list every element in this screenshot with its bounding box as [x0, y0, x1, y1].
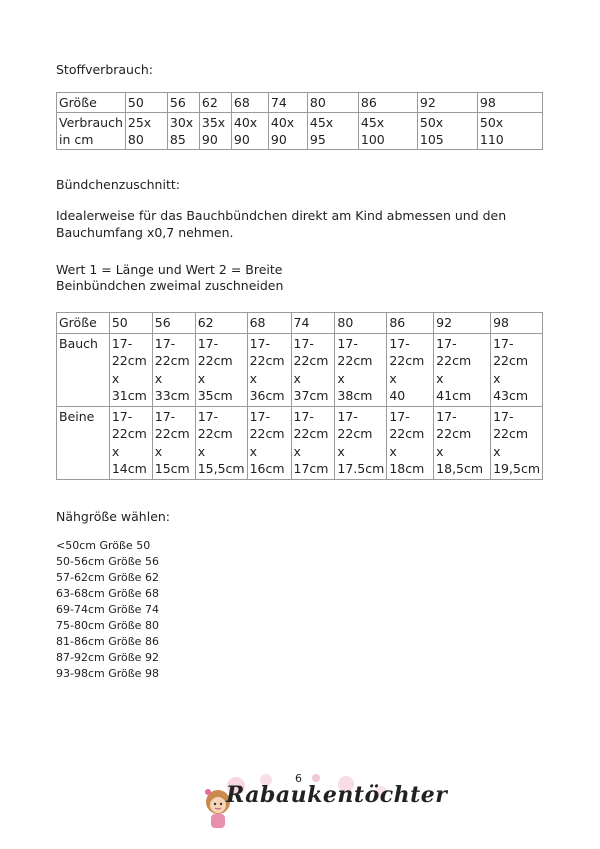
table-cell: 80 [335, 313, 387, 334]
table-cell: 45x 95 [307, 113, 358, 150]
brand-logo [196, 768, 448, 838]
table-cell: 86 [358, 93, 417, 113]
list-item: <50cm Größe 50 [56, 539, 151, 552]
table-cell: 56 [152, 313, 195, 334]
table-cell: 80 [307, 93, 358, 113]
list-item: 93-98cm Größe 98 [56, 667, 159, 680]
table-cell: Größe [57, 313, 110, 334]
table-cell: 17- 22cm x 40 [387, 333, 434, 406]
table-cell: 68 [247, 313, 291, 334]
paragraph-line: Beinbündchen zweimal zuschneiden [56, 278, 284, 293]
table-cell: 92 [417, 93, 477, 113]
stoffverbrauch-heading: Stoffverbrauch: [56, 62, 153, 77]
list-item: 75-80cm Größe 80 [56, 619, 159, 632]
table-cell: Verbrauch in cm [57, 113, 126, 150]
table-row [57, 333, 543, 406]
table-row [57, 93, 543, 113]
naehgroesse-heading: Nähgröße wählen: [56, 509, 171, 524]
table-cell: Bauch [57, 333, 110, 406]
paragraph-line: Bauchumfang x0,7 nehmen. [56, 225, 234, 240]
table-cell: 17- 22cm x 17.5cm [335, 406, 387, 479]
table-cell: 74 [268, 93, 307, 113]
table-cell: 86 [387, 313, 434, 334]
table-cell: 92 [434, 313, 491, 334]
table-cell: 17-22cm x 43cm [491, 333, 543, 406]
table-cell: 50 [109, 313, 152, 334]
table-cell: Beine [57, 406, 110, 479]
table-cell: 17- 22cm x 37cm [291, 333, 335, 406]
table-cell: 25x 80 [125, 113, 167, 150]
table-cell: 17- 22cm x 18cm [387, 406, 434, 479]
table-cell: 40x 90 [268, 113, 307, 150]
table-cell: 17- 22cm x 14cm [109, 406, 152, 479]
table-cell: 17-22cm x 41cm [434, 333, 491, 406]
table-cell: 17-22cm x 18,5cm [434, 406, 491, 479]
table-cell: 17- 22cm x 15cm [152, 406, 195, 479]
table-cell: 98 [477, 93, 542, 113]
table-cell: Größe [57, 93, 126, 113]
table-cell: 74 [291, 313, 335, 334]
paragraph-line: Wert 1 = Länge und Wert 2 = Breite [56, 262, 283, 277]
table-cell: 50x 110 [477, 113, 542, 150]
table-cell: 17- 22cm x 35cm [195, 333, 247, 406]
cuff-dimensions-table [56, 312, 543, 480]
list-item: 81-86cm Größe 86 [56, 635, 159, 648]
table-cell: 17- 22cm x 33cm [152, 333, 195, 406]
table-cell: 17- 22cm x 31cm [109, 333, 152, 406]
table-cell: 30x 85 [167, 113, 199, 150]
table-cell: 98 [491, 313, 543, 334]
table-row [57, 313, 543, 334]
size-list [56, 538, 159, 682]
table-cell: 17-22cm x 19,5cm [491, 406, 543, 479]
table-cell: 50x 105 [417, 113, 477, 150]
table-cell: 45x 100 [358, 113, 417, 150]
list-item: 50-56cm Größe 56 [56, 555, 159, 568]
list-item: 63-68cm Größe 68 [56, 587, 159, 600]
table-cell: 17- 22cm x 16cm [247, 406, 291, 479]
table-cell: 62 [199, 93, 231, 113]
list-item: 69-74cm Größe 74 [56, 603, 159, 616]
buendchen-heading: Bündchenzuschnitt: [56, 177, 180, 192]
table-cell: 35x 90 [199, 113, 231, 150]
table-cell: 17- 22cm x 36cm [247, 333, 291, 406]
table-cell: 62 [195, 313, 247, 334]
paragraph-line: Idealerweise für das Bauchbündchen direkt am Kind abmessen und den [56, 208, 507, 223]
table-cell: 40x 90 [231, 113, 268, 150]
table-cell: 56 [167, 93, 199, 113]
fabric-consumption-table [56, 92, 543, 150]
table-cell: 50 [125, 93, 167, 113]
logo-text: Rabaukentöchter [226, 782, 448, 808]
page-number: 6 [295, 772, 302, 785]
list-item: 87-92cm Größe 92 [56, 651, 159, 664]
table-cell: 17- 22cm x 17cm [291, 406, 335, 479]
table-cell: 68 [231, 93, 268, 113]
table-cell: 17- 22cm x 15,5cm [195, 406, 247, 479]
table-row [57, 406, 543, 479]
table-row [57, 113, 543, 150]
list-item: 57-62cm Größe 62 [56, 571, 159, 584]
table-cell: 17- 22cm x 38cm [335, 333, 387, 406]
